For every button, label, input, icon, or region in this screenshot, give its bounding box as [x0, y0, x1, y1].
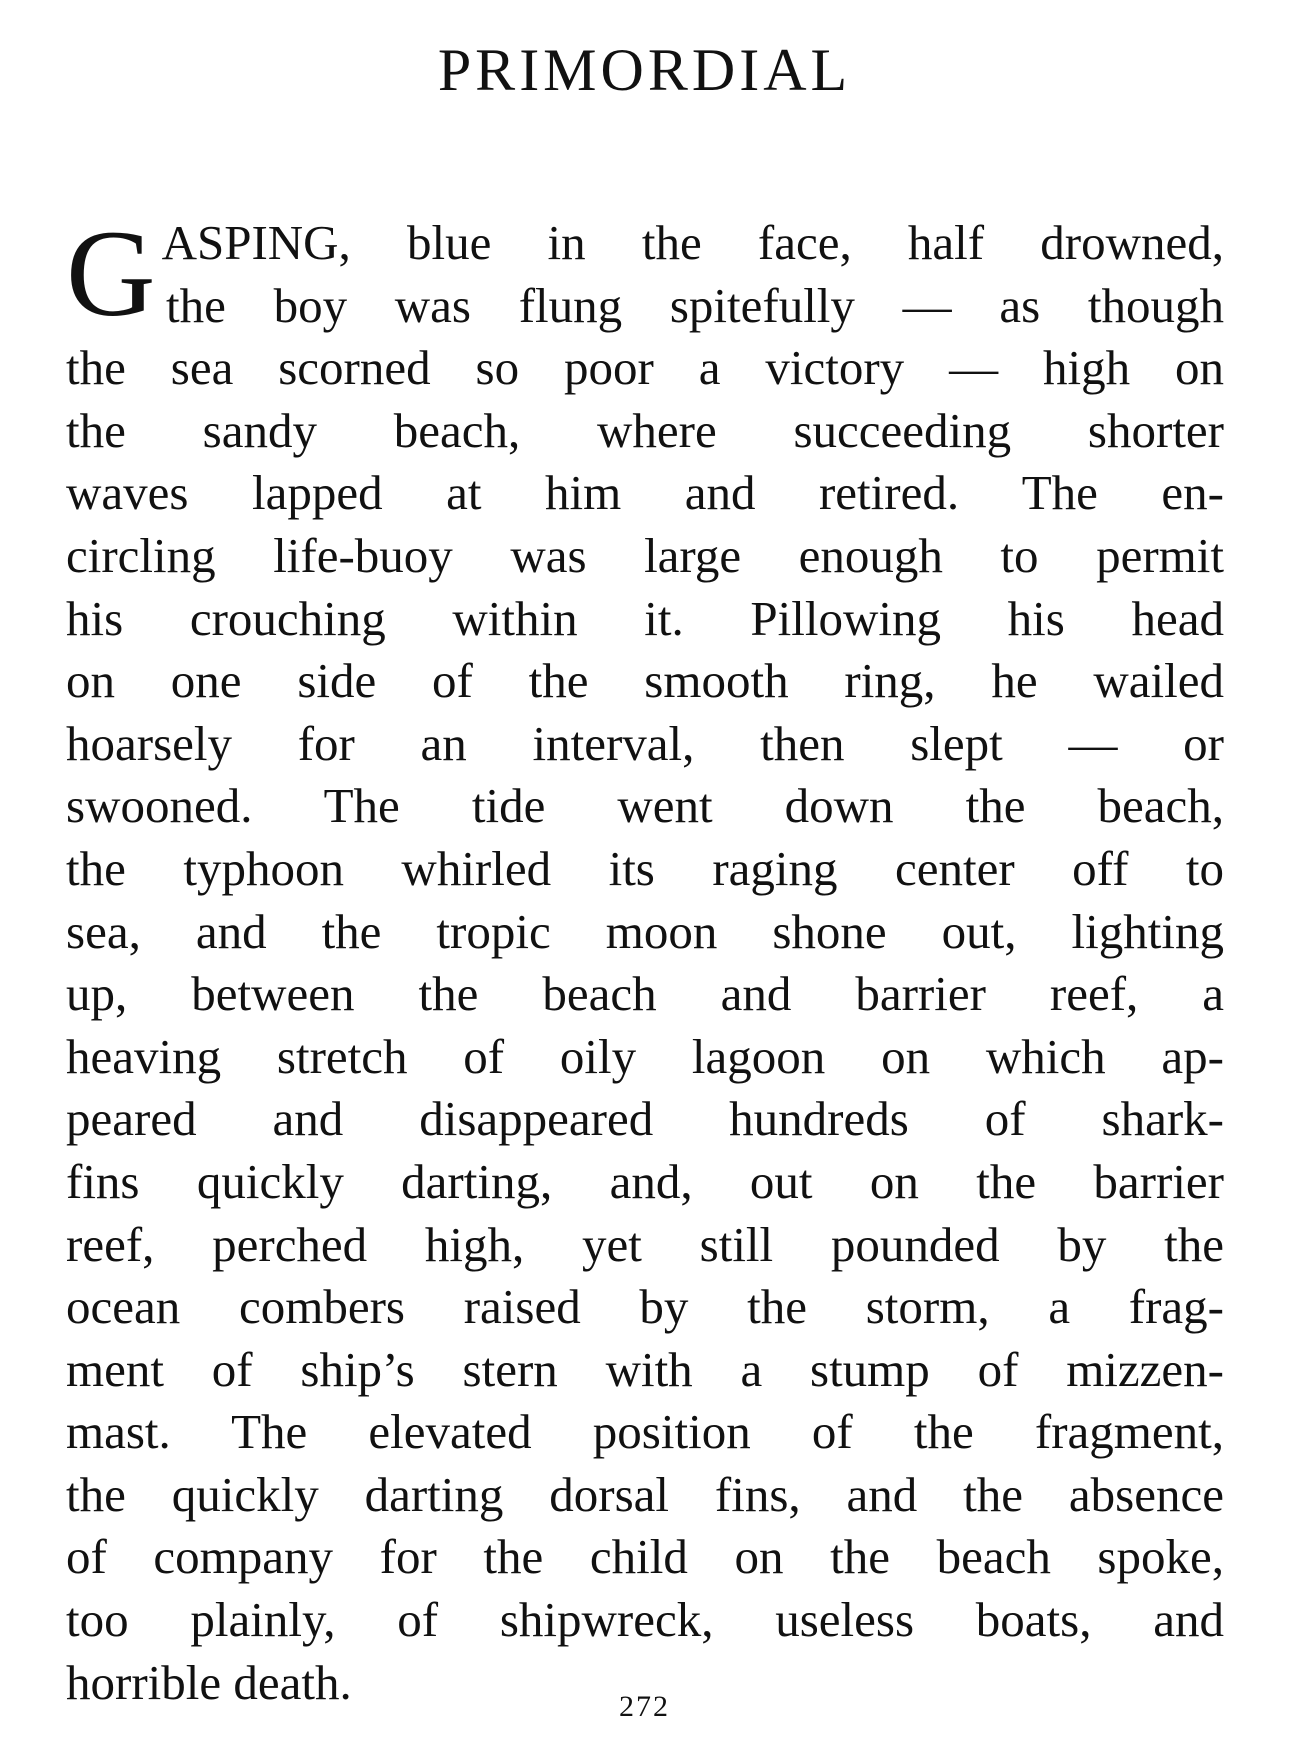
text-line: circling life-buoy was large enough to permit [66, 527, 1224, 583]
text-line: the typhoon whirled its raging center off to [66, 840, 1224, 896]
text-line: his crouching within it. Pillowing his head [66, 590, 1224, 646]
text-line: sea, and the tropic moon shone out, lighting [66, 903, 1224, 959]
text-line: fins quickly darting, and, out on the barrier [66, 1153, 1224, 1209]
text-line: peared and disappeared hundreds of shark- [66, 1091, 1224, 1147]
text-line: ment of ship’s stern with a stump of mizzen- [66, 1341, 1224, 1397]
text-line: of company for the child on the beach spoke, [66, 1529, 1224, 1585]
text-line: the sea scorned so poor a victory — high on [66, 340, 1224, 396]
text-line: heaving stretch of oily lagoon on which ap- [66, 1028, 1224, 1084]
text-line: the sandy beach, where succeeding shorter [66, 402, 1224, 458]
text-line: on one side of the smooth ring, he wailed [66, 653, 1224, 709]
text-line: swooned. The tide went down the beach, [66, 778, 1224, 834]
text-line: up, between the beach and barrier reef, a [66, 966, 1224, 1022]
text-line: the boy was flung spitefully — as though [166, 277, 1224, 333]
text-line: horrible death. [66, 1654, 352, 1710]
text-line: too plainly, of shipwreck, useless boats, and [66, 1592, 1224, 1648]
text-line: reef, perched high, yet still pounded by the [66, 1216, 1224, 1272]
drop-cap: G [66, 205, 156, 342]
text-line: waves lapped at him and retired. The en- [66, 465, 1224, 521]
text-line: mast. The elevated position of the fragment, [66, 1404, 1224, 1460]
text-line: hoarsely for an interval, then slept — or [66, 715, 1224, 771]
page-number: 272 [619, 1690, 670, 1723]
text-line: ocean combers raised by the storm, a frag- [66, 1279, 1224, 1335]
chapter-title: PRIMORDIAL [437, 37, 852, 103]
text-line: ASPING, blue in the face, half drowned, [161, 215, 1224, 270]
text-line: the quickly darting dorsal fins, and the absence [66, 1466, 1224, 1522]
body-paragraph [66, 205, 1224, 1714]
